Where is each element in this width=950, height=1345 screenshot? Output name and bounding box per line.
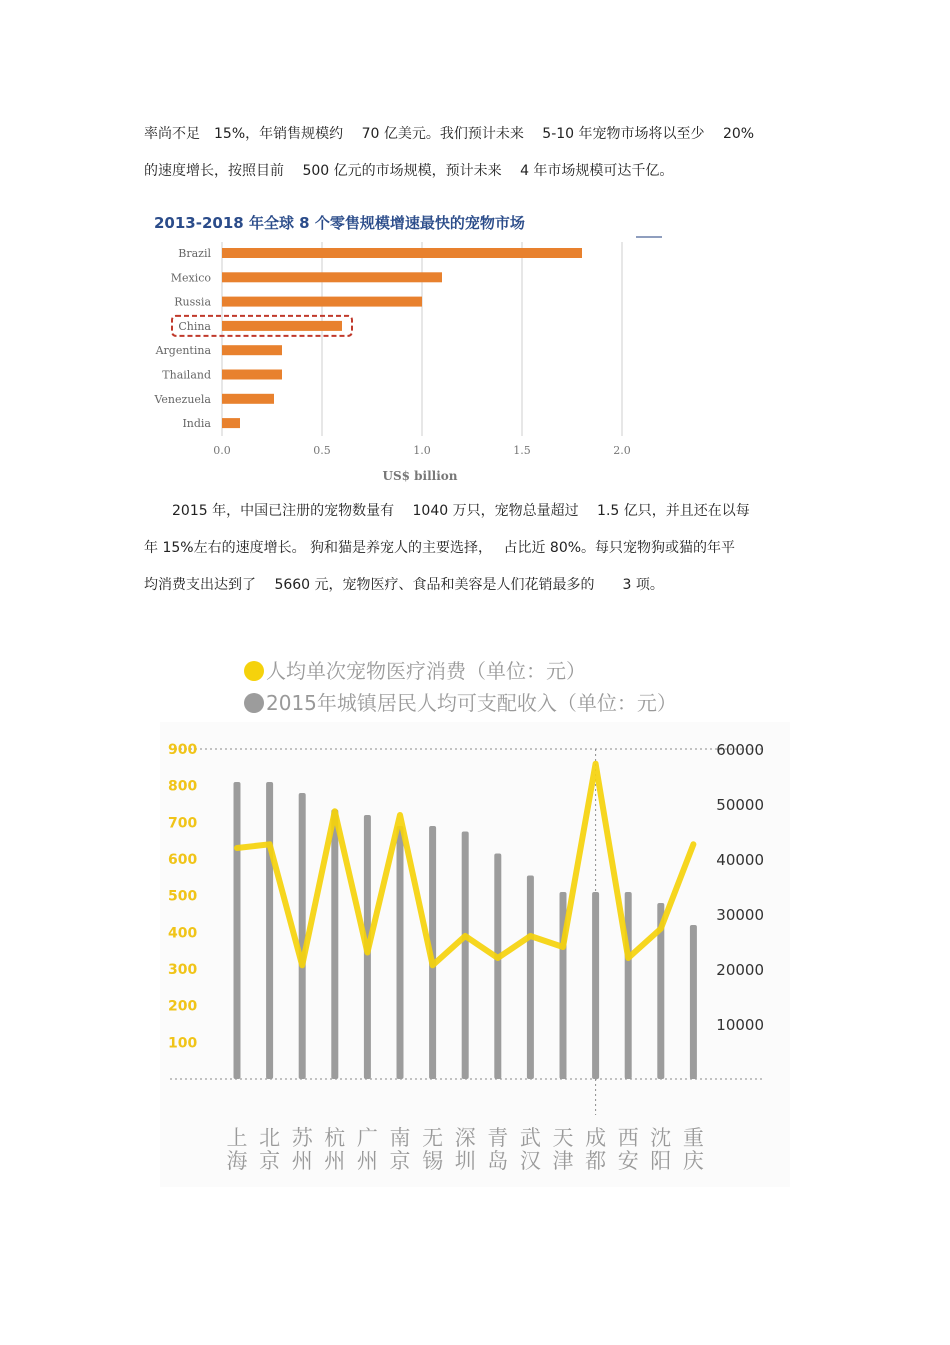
city-label-bottom: 都 (585, 1149, 607, 1173)
city-label-top: 重 (682, 1126, 704, 1150)
paragraph-line: 均消费支出达到了 5660 元，宠物医疗、食品和美容是人们花销最多的 3 项。 (144, 577, 664, 593)
city-label-top: 沈 (650, 1126, 672, 1150)
category-label: India (182, 417, 211, 431)
chart-title: 2013-2018 年全球 8 个零售规模增速最快的宠物市场 (154, 214, 525, 232)
city-label-bottom: 圳 (454, 1149, 476, 1173)
city-label-bottom: 州 (324, 1149, 346, 1173)
paragraph-line: 的速度增长，按照目前 500 亿元的市场规模，预计未来 4 年市场规模可达千亿。 (144, 163, 674, 179)
city-label-top: 无 (422, 1126, 444, 1150)
left-axis-tick: 300 (168, 962, 198, 978)
income-bar-8 (494, 854, 501, 1080)
city-label-bottom: 津 (552, 1149, 574, 1173)
legend-label: 人均单次宠物医疗消费（单位：元） (266, 659, 586, 683)
city-label-bottom: 汉 (519, 1149, 541, 1173)
paragraph-line: 年 15%左右的速度增长。 狗和猫是养宠人的主要选择， 占比近 80%。每只宠物狗或猫的年平 (144, 540, 736, 556)
income-bar-2 (299, 793, 306, 1079)
x-axis-label: US$ billion (382, 469, 458, 483)
city-label-top: 杭 (324, 1126, 346, 1150)
pet-medical-vs-income-chart (160, 650, 792, 1190)
income-bar-1 (266, 782, 273, 1079)
left-axis-tick: 200 (168, 998, 198, 1015)
left-axis-tick: 400 (168, 925, 198, 942)
paragraph-line: 率尚不足 15%，年销售规模约 70 亿美元。我们预计未来 5-10 年宠物市场将以至少 20% (144, 126, 755, 142)
legend-marker (244, 693, 264, 713)
city-label-bottom: 锡 (422, 1149, 444, 1173)
left-axis-tick: 700 (168, 815, 198, 832)
city-label-top: 青 (487, 1126, 509, 1150)
income-bar-3 (331, 810, 338, 1080)
right-axis-tick: 10000 (716, 1016, 764, 1034)
x-tick-label: 1.5 (513, 444, 531, 457)
x-tick-label: 0.5 (313, 444, 331, 457)
x-tick-label: 2.0 (613, 444, 631, 457)
right-axis-tick: 60000 (716, 741, 764, 759)
category-label: Russia (174, 295, 211, 309)
legend-marker (244, 661, 264, 681)
city-label-top: 成 (585, 1126, 607, 1150)
income-bar-11 (592, 892, 599, 1079)
city-label-top: 苏 (291, 1126, 313, 1150)
left-axis-tick: 100 (168, 1035, 198, 1052)
city-label-bottom: 庆 (682, 1149, 704, 1173)
bar-brazil (222, 248, 582, 258)
paragraph-pet-statistics (144, 493, 814, 604)
income-bar-7 (462, 832, 469, 1080)
income-bar-9 (527, 876, 534, 1080)
city-label-top: 天 (552, 1126, 574, 1150)
city-label-bottom: 海 (226, 1149, 248, 1173)
paragraph-line: 2015 年，中国已注册的宠物数量有 1040 万只，宠物总量超过 1.5 亿只，并且还在以每 (144, 503, 750, 519)
left-axis-tick: 600 (168, 852, 198, 868)
city-label-top: 西 (617, 1126, 639, 1150)
city-label-bottom: 州 (291, 1149, 313, 1173)
city-label-bottom: 州 (356, 1149, 378, 1173)
category-label: China (178, 319, 211, 333)
left-axis-tick: 800 (168, 778, 198, 795)
category-label: Brazil (178, 247, 211, 260)
left-axis-tick: 900 (168, 742, 198, 758)
right-axis-tick: 50000 (716, 796, 764, 814)
city-label-bottom: 京 (259, 1149, 281, 1173)
bar-venezuela (222, 394, 274, 404)
bar-india (222, 418, 240, 428)
paragraph-market-forecast (144, 116, 814, 190)
city-label-bottom: 安 (617, 1149, 639, 1173)
left-axis-tick: 500 (168, 888, 198, 905)
bar-russia (222, 297, 422, 307)
right-axis-tick: 40000 (716, 851, 764, 869)
x-tick-label: 0.0 (213, 444, 231, 457)
right-axis-tick: 30000 (716, 906, 764, 924)
category-label: Argentina (155, 344, 211, 358)
city-label-top: 武 (519, 1126, 541, 1150)
category-label: Thailand (162, 368, 211, 382)
city-label-top: 南 (389, 1126, 411, 1150)
city-label-top: 北 (259, 1126, 281, 1150)
legend-label: 2015年城镇居民人均可支配收入（单位：元） (266, 691, 677, 715)
global-pet-market-bar-chart (148, 206, 668, 490)
city-label-top: 上 (226, 1126, 248, 1150)
income-bar-0 (234, 782, 241, 1079)
city-label-top: 深 (454, 1126, 476, 1150)
bar-argentina (222, 345, 282, 355)
bar-mexico (222, 272, 442, 282)
city-label-bottom: 岛 (487, 1149, 509, 1173)
category-label: Venezuela (154, 392, 211, 406)
income-bar-14 (690, 925, 697, 1079)
city-label-top: 广 (356, 1126, 378, 1150)
category-label: Mexico (170, 271, 211, 285)
income-bar-5 (397, 826, 404, 1079)
income-bar-12 (625, 892, 632, 1079)
city-label-bottom: 京 (389, 1149, 411, 1173)
x-tick-label: 1.0 (413, 444, 431, 457)
right-axis-tick: 20000 (716, 961, 764, 979)
bar-thailand (222, 370, 282, 380)
bar-china (222, 321, 342, 331)
city-label-bottom: 阳 (650, 1149, 672, 1173)
